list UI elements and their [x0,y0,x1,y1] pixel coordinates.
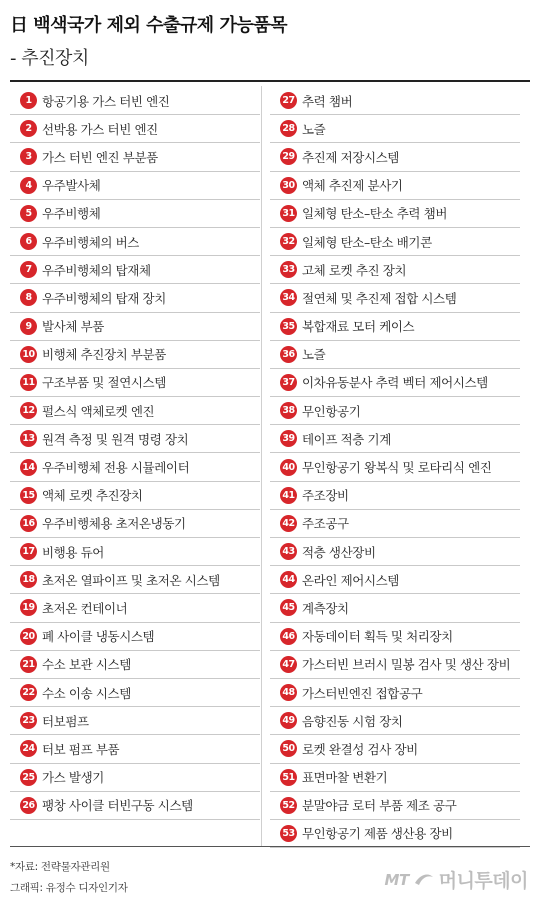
item-label: 액체 추진제 분사기 [302,178,403,194]
item-label: 노즐 [302,347,326,363]
item-label: 온라인 제어시스템 [302,572,399,588]
graphic-credit: 그래픽: 유정수 디자인기자 [10,882,128,894]
list-item [10,482,260,510]
item-number-badge: 51 [280,769,297,786]
item-label: 비행체 추진장치 부분품 [42,347,166,363]
list-item [270,200,520,228]
item-label: 추력 챔버 [302,93,353,109]
item-number-badge: 14 [20,459,37,476]
list-item [270,707,520,735]
page-title: 日 백색국가 제외 수출규제 가능품목 [10,15,287,36]
item-label: 노즐 [302,121,326,137]
column-divider [261,86,262,846]
list-item [10,623,260,651]
item-number-badge: 2 [20,120,37,137]
item-number-badge: 45 [280,599,297,616]
list-item [270,538,520,566]
page-subtitle: - 추진장치 [10,48,89,69]
item-label: 항공기용 가스 터빈 엔진 [42,93,170,109]
item-label: 초저온 컨테이너 [42,600,128,616]
item-label: 분말야금 로터 부품 제조 공구 [302,798,457,814]
item-number-badge: 48 [280,684,297,701]
list-item [270,256,520,284]
item-number-badge: 20 [20,628,37,645]
list-item [10,369,260,397]
item-number-badge: 11 [20,374,37,391]
item-label: 펄스식 액체로켓 엔진 [42,403,155,419]
item-number-badge: 31 [280,205,297,222]
item-number-badge: 47 [280,656,297,673]
item-label: 우주발사체 [42,178,101,194]
item-number-badge: 27 [280,92,297,109]
item-label: 음향진동 시험 장치 [302,713,403,729]
item-number-badge: 32 [280,233,297,250]
list-item [270,115,520,143]
list-item [10,284,260,312]
list-item [10,679,260,707]
item-label: 일체형 탄소–탄소 배기콘 [302,234,432,250]
item-label: 가스터빈엔진 접합공구 [302,685,423,701]
item-number-badge: 5 [20,205,37,222]
item-label: 적층 생산장비 [302,544,376,560]
item-label: 터보펌프 [42,713,89,729]
list-item [270,397,520,425]
item-number-badge: 36 [280,346,297,363]
item-number-badge: 21 [20,656,37,673]
list-item [270,453,520,481]
item-label: 원격 측정 및 원격 명령 장치 [42,431,189,447]
list-item [270,482,520,510]
list-item [10,341,260,369]
item-number-badge: 49 [280,712,297,729]
list-item [10,397,260,425]
list-item [10,453,260,481]
item-number-badge: 46 [280,628,297,645]
item-label: 팽창 사이클 터빈구동 시스템 [42,798,193,814]
publisher-watermark [385,866,528,893]
item-number-badge: 38 [280,402,297,419]
list-item [270,172,520,200]
item-label: 우주비행체 전용 시뮬레이터 [42,460,190,476]
item-label: 고체 로켓 추진 장치 [302,262,407,278]
list-item [10,200,260,228]
list-item [270,820,520,848]
list-item [270,284,520,312]
list-item [270,679,520,707]
list-item [270,764,520,792]
top-rule [10,80,530,82]
item-label: 무인항공기 [302,403,361,419]
item-label: 테이프 적층 기계 [302,431,391,447]
list-item [10,735,260,763]
item-number-badge: 53 [280,825,297,842]
item-label: 주조공구 [302,516,349,532]
item-number-badge: 34 [280,289,297,306]
list-item [270,792,520,820]
item-number-badge: 15 [20,487,37,504]
item-number-badge: 6 [20,233,37,250]
item-number-badge: 26 [20,797,37,814]
item-number-badge: 25 [20,769,37,786]
list-item [270,651,520,679]
item-number-badge: 42 [280,515,297,532]
list-item [10,425,260,453]
list-item [270,228,520,256]
item-number-badge: 17 [20,543,37,560]
item-label: 우주비행체의 탑재체 [42,262,151,278]
item-label: 수소 이송 시스템 [42,685,131,701]
item-label: 수소 보관 시스템 [42,657,131,673]
item-number-badge: 44 [280,571,297,588]
list-item [270,425,520,453]
list-item [270,594,520,622]
item-number-badge: 41 [280,487,297,504]
list-item [270,623,520,651]
watermark-name: 머니투데이 [438,870,528,892]
item-label: 자동데이터 획득 및 처리장치 [302,629,453,645]
item-label: 폐 사이클 냉동시스템 [42,629,155,645]
list-item [270,369,520,397]
list-item [10,510,260,538]
list-item [270,510,520,538]
item-label: 우주비행체의 탑재 장치 [42,290,166,306]
item-label: 우주비행체용 초저온냉동기 [42,516,186,532]
item-number-badge: 37 [280,374,297,391]
item-number-badge: 22 [20,684,37,701]
list-item [270,735,520,763]
list-item [10,228,260,256]
item-label: 이차유동분사 추력 벡터 제어시스템 [302,375,488,391]
item-number-badge: 4 [20,177,37,194]
list-item [10,143,260,171]
list-item [10,87,260,115]
item-number-badge: 23 [20,712,37,729]
item-number-badge: 33 [280,261,297,278]
item-number-badge: 30 [280,177,297,194]
watermark-mt-logo: MT [384,870,409,889]
item-label: 우주비행체 [42,206,101,222]
item-label: 가스 발생기 [42,770,104,786]
item-number-badge: 16 [20,515,37,532]
item-label: 터보 펌프 부품 [42,741,120,757]
item-number-badge: 24 [20,740,37,757]
item-label: 표면마찰 변환기 [302,770,388,786]
list-item [10,313,260,341]
list-item [10,792,260,820]
item-label: 발사체 부품 [42,319,104,335]
item-number-badge: 40 [280,459,297,476]
list-item [10,115,260,143]
item-number-badge: 50 [280,740,297,757]
item-label: 가스터빈 브러시 밀봉 검사 및 생산 장비 [302,657,511,673]
source-note: *자료: 전략물자관리원 [10,861,110,873]
list-item [10,566,260,594]
item-label: 추진제 저장시스템 [302,149,399,165]
item-label: 액체 로켓 추진장치 [42,488,143,504]
list-item [10,256,260,284]
item-label: 무인항공기 제품 생산용 장비 [302,826,453,842]
item-label: 무인항공기 왕복식 및 로타리식 엔진 [302,460,492,476]
item-number-badge: 19 [20,599,37,616]
list-item [10,172,260,200]
watermark-swoosh-icon [413,871,435,889]
item-number-badge: 8 [20,289,37,306]
list-item [270,341,520,369]
item-number-badge: 35 [280,318,297,335]
bottom-rule [10,846,530,847]
item-label: 주조장비 [302,488,349,504]
item-label: 비행용 듀어 [42,544,104,560]
list-item [10,651,260,679]
list-item [270,566,520,594]
list-item [270,87,520,115]
list-item [10,707,260,735]
item-number-badge: 18 [20,571,37,588]
list-item [270,313,520,341]
item-number-badge: 43 [280,543,297,560]
item-number-badge: 9 [20,318,37,335]
item-label: 로켓 완결성 검사 장비 [302,741,418,757]
right-item-list [270,87,520,848]
item-label: 구조부품 및 절연시스템 [42,375,166,391]
item-number-badge: 1 [20,92,37,109]
item-label: 절연체 및 추진제 접합 시스템 [302,290,457,306]
left-item-list [10,87,260,820]
item-label: 선박용 가스 터빈 엔진 [42,121,158,137]
item-number-badge: 39 [280,430,297,447]
item-number-badge: 7 [20,261,37,278]
item-number-badge: 29 [280,148,297,165]
item-label: 계측장치 [302,600,349,616]
item-number-badge: 28 [280,120,297,137]
item-label: 가스 터빈 엔진 부분품 [42,149,158,165]
item-label: 초저온 열파이프 및 초저온 시스템 [42,572,220,588]
item-number-badge: 13 [20,430,37,447]
item-label: 복합재료 모터 케이스 [302,319,415,335]
item-label: 일체형 탄소–탄소 추력 챔버 [302,206,447,222]
list-item [10,538,260,566]
item-number-badge: 52 [280,797,297,814]
list-item [10,594,260,622]
list-item [270,143,520,171]
item-label: 우주비행체의 버스 [42,234,139,250]
item-number-badge: 12 [20,402,37,419]
list-item [10,764,260,792]
item-number-badge: 10 [20,346,37,363]
item-number-badge: 3 [20,148,37,165]
